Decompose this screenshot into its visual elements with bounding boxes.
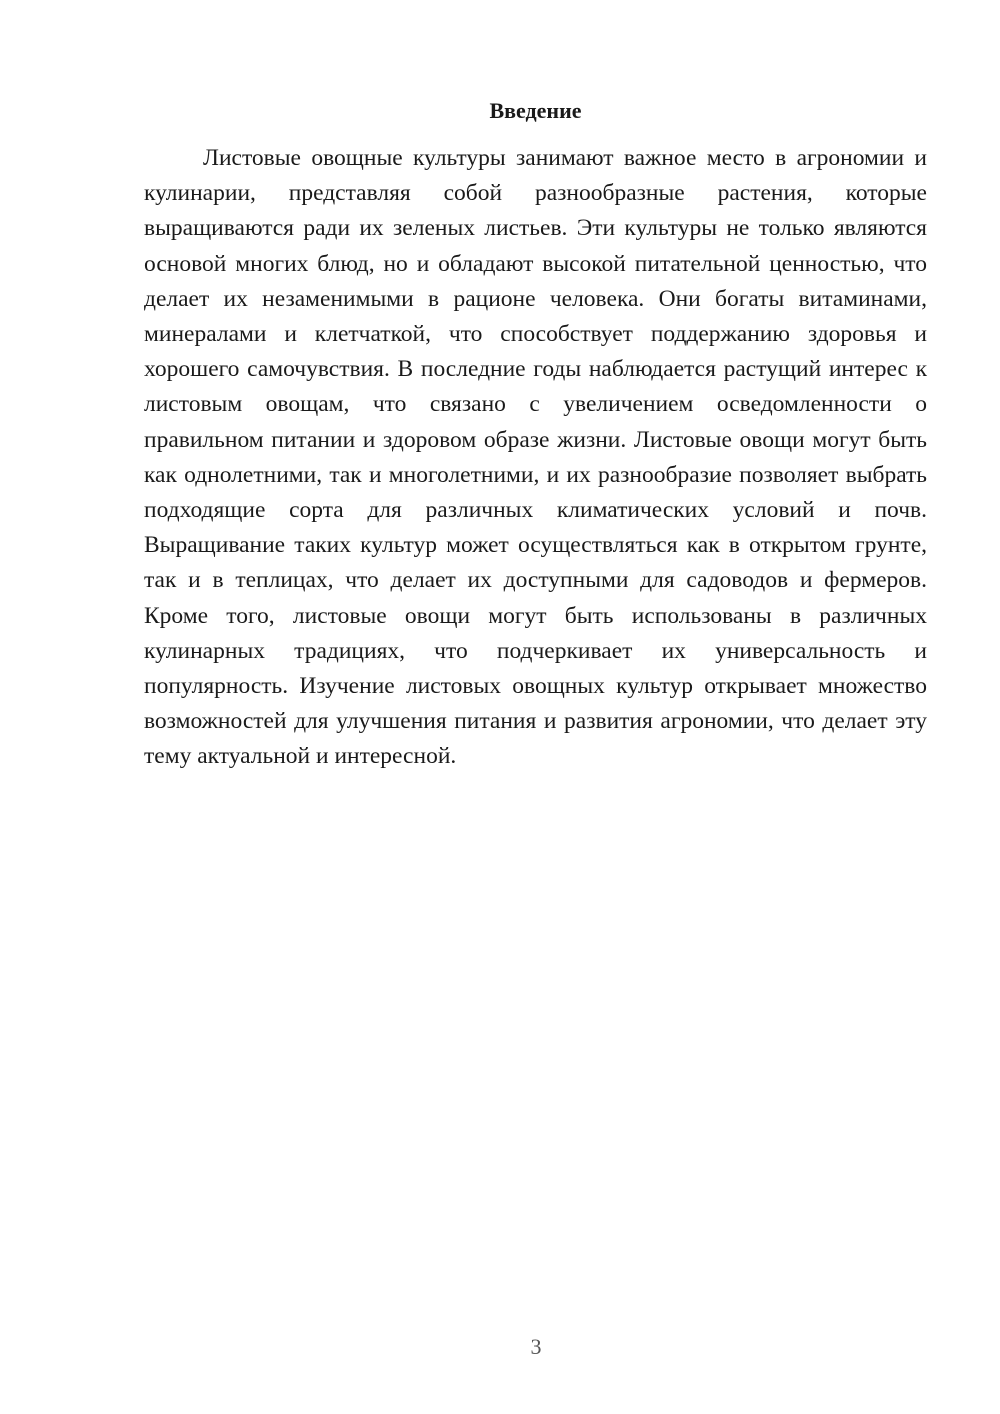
page-number: 3 — [530, 1334, 542, 1359]
section-heading: Введение — [489, 98, 582, 123]
body-paragraph: Листовые овощные культуры занимают важное место в агрономии и кулинарии, представляя собой разнообразные растения, которые выращиваются ради их зеленых листьев. Эти культуры не только являются основой многих блюд, но и обладают высокой питательной ценностью, что делает их незаменимыми в рационе человека. Они богаты витаминами, минералами и клетчаткой, что способствует поддержанию здоровья и хорошего самочувствия. В последние годы наблюдается растущий интерес к листовым овощам, что связано с увеличением осведомленности о правильном питании и здоровом образе жизни. Листовые овощи могут быть как однолетними, так и многолетними, и их разнообразие позволяет выбрать подходящие сорта для различных климатических условий и почв. Выращивание таких культур может осуществляться как в открытом грунте, так и в теплицах, что делает их доступными для садоводов и фермеров. Кроме того, листовые овощи могут быть использованы в различных кулинарных традициях, что подчеркивает их универсальность и популярность. Изучение листовых овощных культур открывает множество возможностей для улучшения питания и развития агрономии, что делает эту тему актуальной и интересной. — [144, 145, 927, 770]
